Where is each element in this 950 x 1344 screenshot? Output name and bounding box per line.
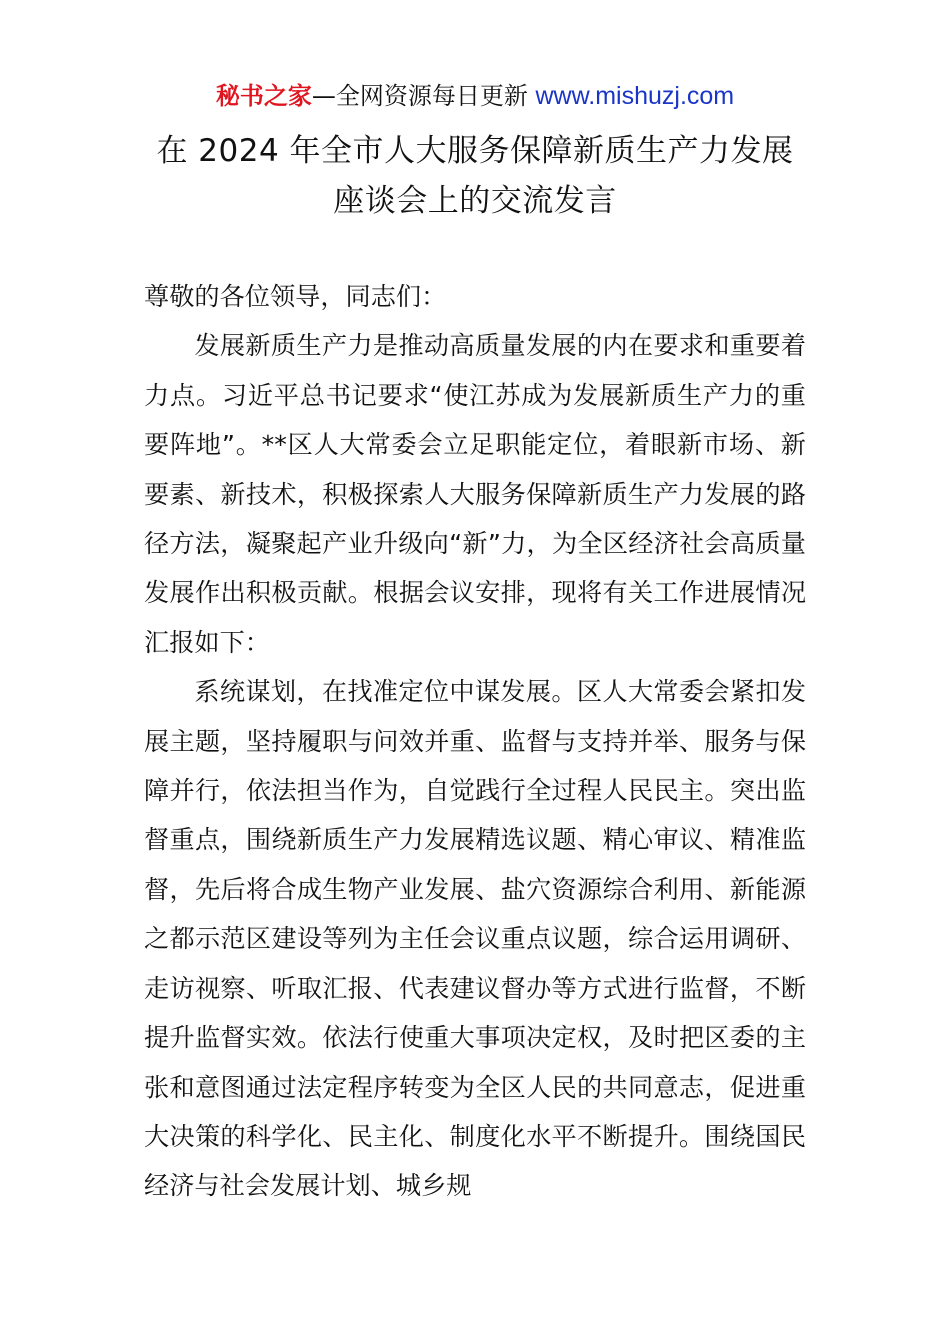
- title-line-2: 座谈会上的交流发言: [333, 183, 617, 219]
- tagline: —全网资源每日更新: [311, 82, 536, 110]
- paragraph-2: 系统谋划，在找准定位中谋发展。区人大常委会紧扣发展主题，坚持履职与问效并重、监督与支持并举、服务与保障并行，依法担当作为，自觉践行全过程人民民主。突出监督重点，围绕新质生产力发展精选议题、精心审议、精准监督，先后将合成生物产业发展、盐穴资源综合利用、新能源之都示范区建设等列为主任会议重点议题，综合运用调研、走访视察、听取汇报、代表建议督办等方式进行监督，不断提升监督实效。依法行使重大事项决定权，及时把区委的主张和意图通过法定程序转变为全区人民的共同意志，促进重大决策的科学化、民主化、制度化水平不断提升。围绕国民经济与社会发展计划、城乡规: [144, 677, 806, 1201]
- document-body: [144, 272, 806, 1211]
- document-title: [0, 126, 950, 226]
- paragraph-1: 发展新质生产力是推动高质量发展的内在要求和重要着力点。习近平总书记要求“使江苏成为发展新质生产力的重要阵地”。**区人大常委会立足职能定位，着眼新市场、新要素、新技术，积极探索人大服务保障新质生产力发展的路径方法，凝聚起产业升级向“新”力，为全区经济社会高质量发展作出积极贡献。根据会议安排，现将有关工作进展情况汇报如下：: [144, 331, 806, 657]
- salutation: 尊敬的各位领导，同志们：: [144, 282, 447, 311]
- brand-name: 秘书之家: [215, 82, 312, 110]
- header-banner: [0, 80, 950, 112]
- site-url-link[interactable]: www.mishuzj.com: [535, 82, 735, 110]
- title-line-1: 在 2024 年全市人大服务保障新质生产力发展: [156, 133, 794, 169]
